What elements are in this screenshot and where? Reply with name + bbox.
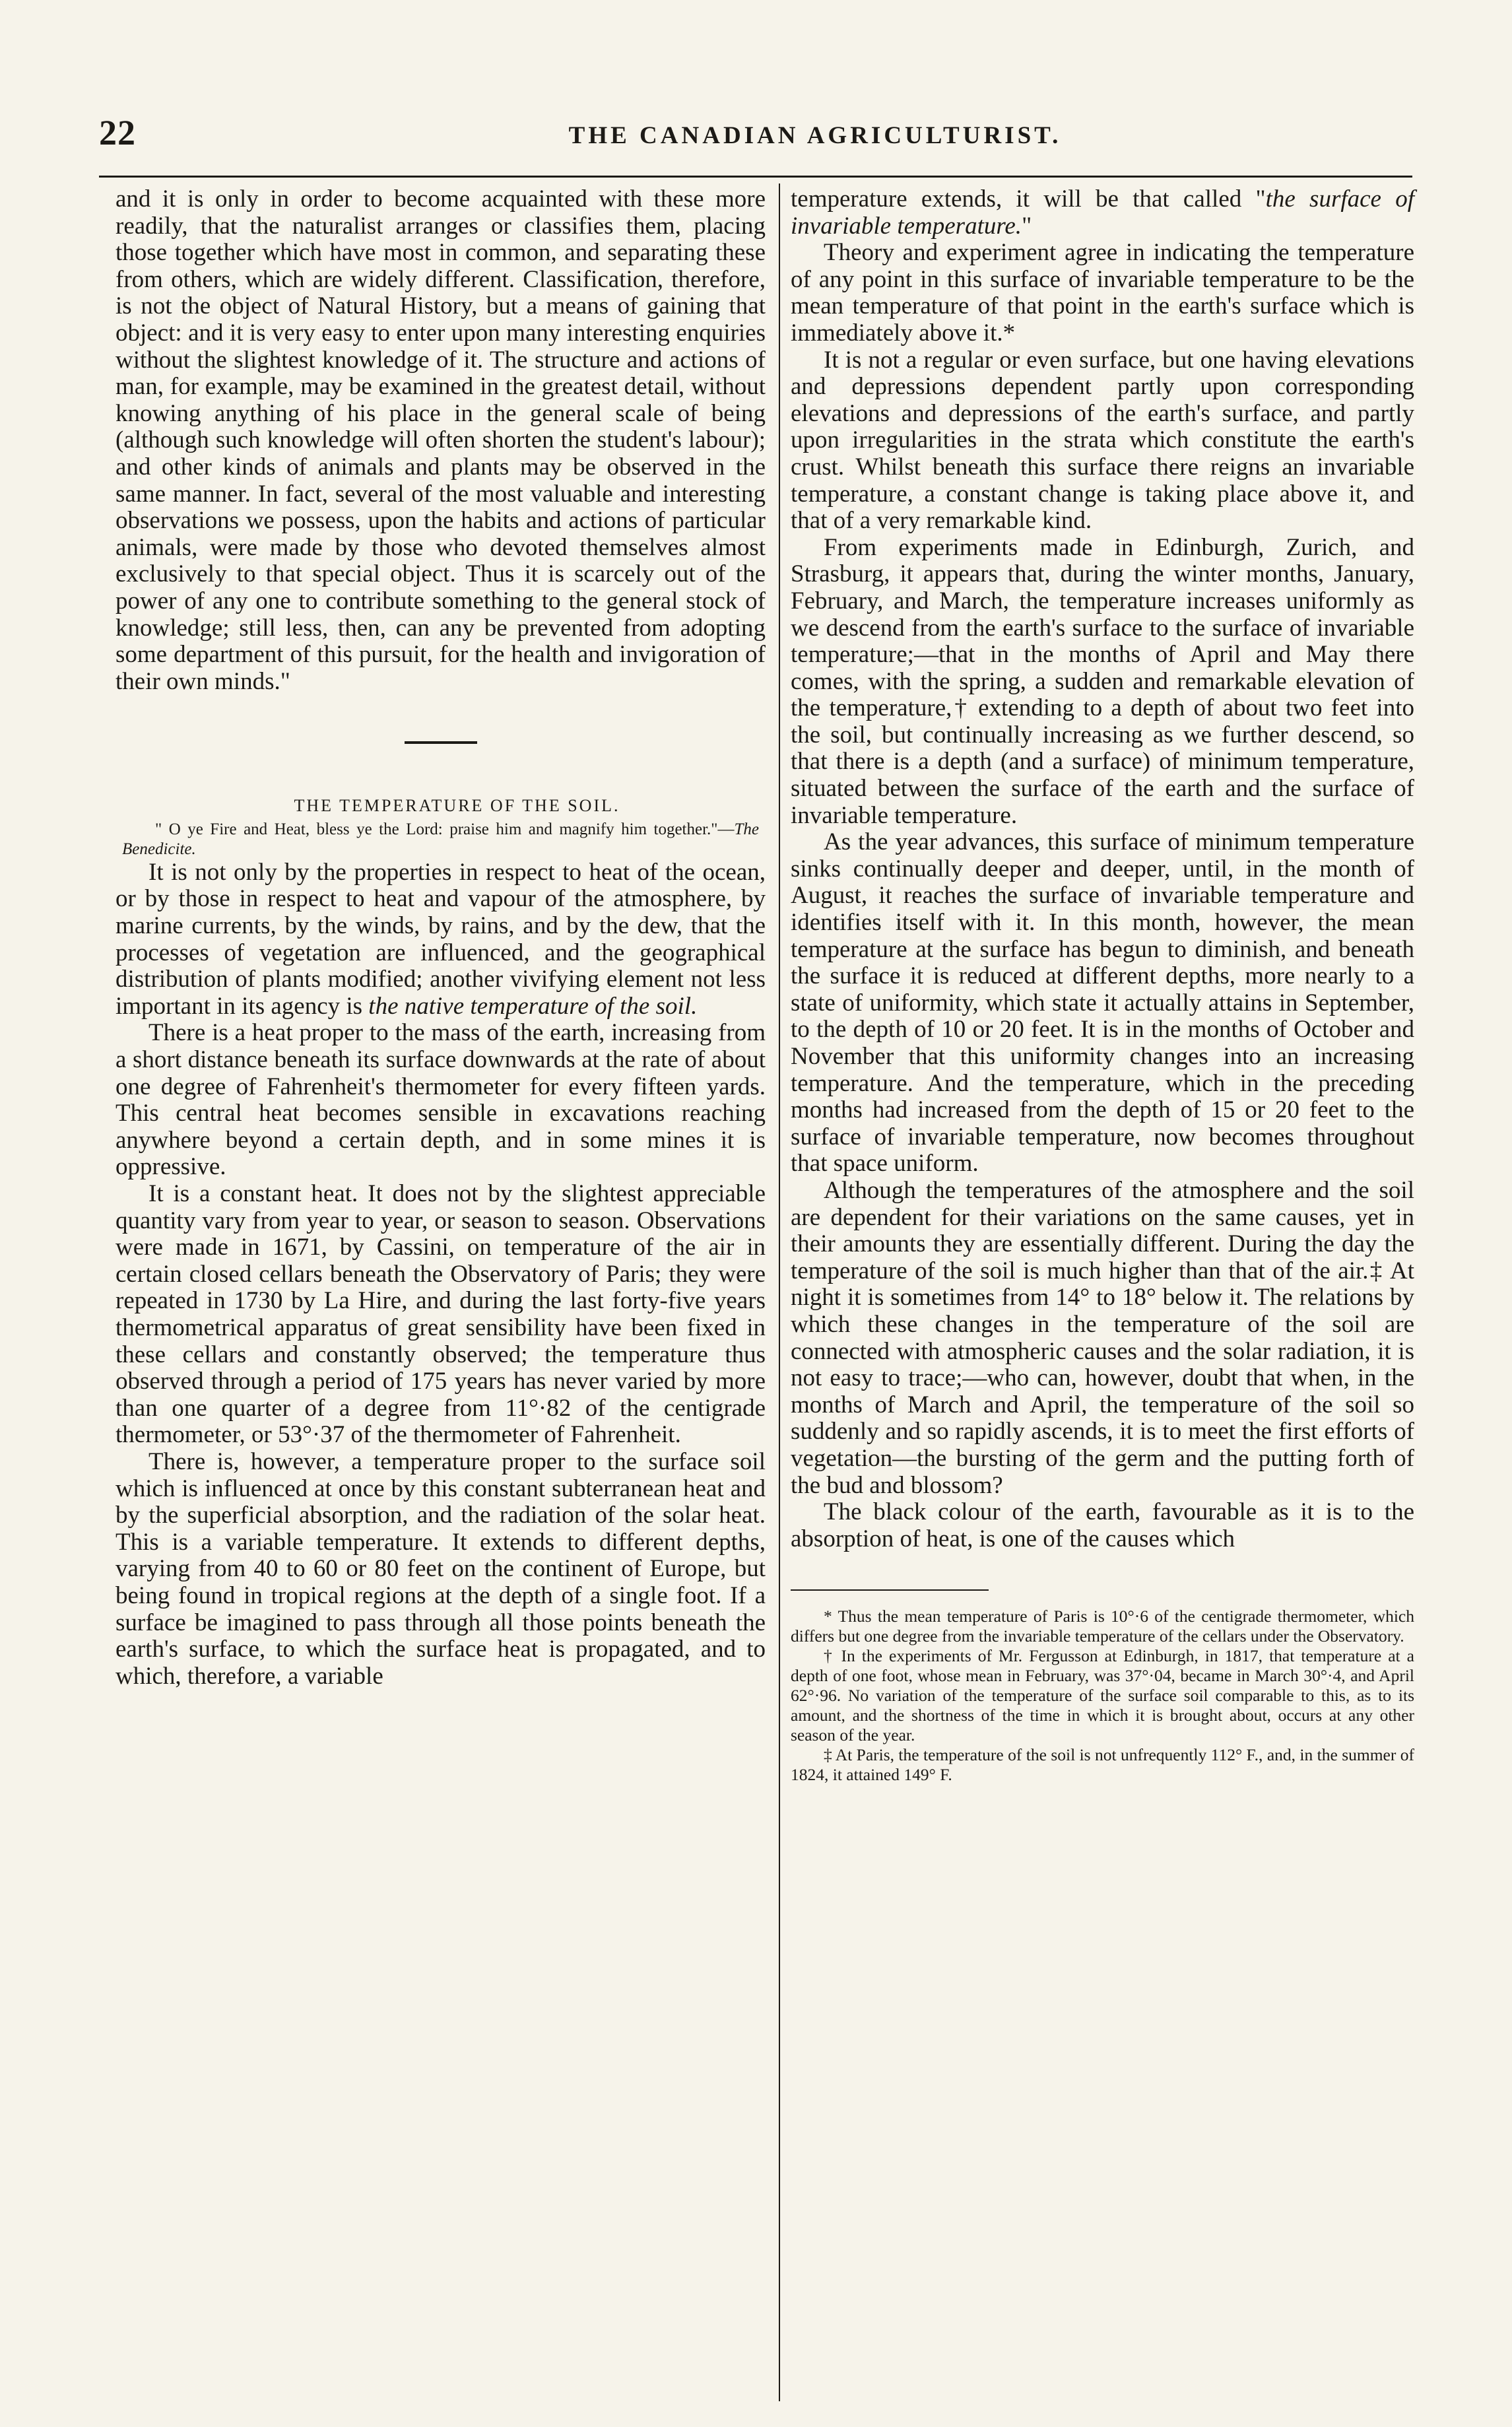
left-column [115, 186, 766, 1690]
left-paragraph-2-italic: the native temperature of the soil. [368, 992, 698, 1020]
right-paragraph-7: The black colour of the earth, favourable as it is to the absorption of heat, is one of the causes which [791, 1498, 1414, 1552]
right-paragraph-5: As the year advances, this surface of minimum temperature sinks continually deeper and deeper, until, in the month of August, it reaches the surface of invariable temperature and identifies itself with it. In this month, however, the mean temperature at the surface has begun to diminish, and beneath the surface it is reduced at different depths, more nearly to a state of uniformity, which state it actually attains in September, to the depth of 10 or 20 feet. It is in the months of October and November that this uniformity changes into an increasing temperature. And the temperature, which in the preceding months had increased from the depth of 15 or 20 feet to the surface of invariable temperature, now becomes throughout that space uniform. [791, 828, 1414, 1178]
header-rule [99, 176, 1412, 178]
right-paragraph-1-italic: the surface of invariable temperature. [791, 185, 1414, 240]
epigraph [115, 820, 766, 859]
column-divider [779, 183, 780, 2401]
footnote-1: * Thus the mean temperature of Paris is 10°·6 of the centigrade thermometer, which differs but one degree from the invariable temperature of the cellars under the Observatory. [791, 1607, 1414, 1646]
footnote-3: ‡ At Paris, the temperature of the soil is not unfrequently 112° F., and, in the summer of 1824, it attained 149° F. [791, 1745, 1414, 1785]
right-paragraph-6: Although the temperatures of the atmosphere and the soil are dependent for their variations on the same causes, yet in their amounts they are essentially different. During the day the temperature of the soil is much higher than that of the air.‡ At night it is sometimes from 14° to 18° below it. The relations by which these changes in the temperature of the soil are connected with atmospheric causes and the solar radiation, it is not easy to trace;—who can, however, doubt that when, in the months of March and April, the temperature of the soil so suddenly and so rapidly ascends, it is to meet the first efforts of vegetation—the bursting of the germ and the putting forth of the bud and blossom? [791, 1176, 1414, 1499]
footnote-2: † In the experiments of Mr. Fergusson at Edinburgh, in 1817, that temperature at a depth of one foot, whose mean in February, was 37°·04, became in March 30°·4, and April 62°·96. No variation of the temperature of the surface soil comparable to this, as to its amount, and the shortness of the time in which it is brought about, occurs at any other season of the year. [791, 1646, 1414, 1745]
right-paragraph-2: Theory and experiment agree in indicating the temperature of any point in this surface of invariable temperature to be the mean temperature of that point in the earth's surface which is immediately above it.* [791, 239, 1414, 347]
section-heading: THE TEMPERATURE OF THE SOIL. [294, 796, 620, 816]
page-number: 22 [99, 113, 136, 152]
left-paragraph-3: There is a heat proper to the mass of the earth, increasing from a short distance beneath its surface downwards at the rate of about one degree of Fahrenheit's thermometer for every fifteen yards. This central heat becomes sensible in excavations reaching anywhere beyond a certain depth, and in some mines it is oppressive. [115, 1019, 766, 1181]
right-paragraph-1 [791, 186, 1414, 240]
right-paragraph-3: It is not a regular or even surface, but one having elevations and depressions dependent partly upon corresponding elevations and depressions of the earth's surface, and partly upon irregularities in the strata which constitute the earth's crust. Whilst beneath this surface there reigns an invariable temperature, a constant change is taking place above it, and that of a very remarkable kind. [791, 346, 1414, 535]
section-separator-rule [405, 741, 477, 744]
right-column [791, 186, 1414, 1785]
page-header [99, 112, 1412, 158]
left-paragraph-2 [115, 859, 766, 1020]
left-paragraph-4: It is a constant heat. It does not by the slightest appreciable quantity vary from year to year, or season to season. Observations were made in 1671, by Cassini, on temperature of the air in certain closed cellars beneath the Observatory of Paris; they were repeated in 1730 by La Hire, and during the last forty-five years thermometrical apparatus of great sensibility have been fixed in these cellars and constantly observed; the temperature thus observed through a period of 175 years has never varied by more than one quarter of a degree from 11°·82 of the centigrade thermometer, or 53°·37 of the thermometer of Fahrenheit. [115, 1180, 766, 1449]
left-paragraph-2-text: It is not only by the properties in respect to heat of the ocean, or by those in respect to heat and vapour of the atmosphere, by marine currents, by the winds, by rains, and by the dew, that the processes of vegetation are influenced, and the geographical distribution of plants modified; another vivifying element not less important in its agency is [115, 858, 766, 1020]
right-paragraph-4: From experiments made in Edinburgh, Zurich, and Strasburg, it appears that, during the winter months, January, February, and March, the temperature increases uniformly as we descend from the earth's surface to the surface of invariable temperature;—that in the months of April and May there comes, with the spring, a sudden and remarkable elevation of the temperature,† extending to a depth of about two feet into the soil, but continually increasing as we further descend, so that there is a depth (and a surface) of minimum temperature, situated between the surface of the earth and the surface of invariable temperature. [791, 533, 1414, 829]
right-paragraph-1-text: temperature extends, it will be that called " [791, 185, 1266, 213]
right-paragraph-1-end: " [1022, 212, 1032, 240]
footnote-rule [791, 1589, 989, 1591]
running-title: THE CANADIAN AGRICULTURIST. [568, 122, 1062, 149]
epigraph-text: " O ye Fire and Heat, bless ye the Lord: praise him and magnify him together."— [155, 820, 735, 838]
epigraph-source: The Benedicite. [122, 820, 759, 858]
left-paragraph-1: and it is only in order to become acquainted with these more readily, that the naturalist arranges or classifies them, placing those together which have most in common, and separating these from others, which are widely different. Classification, therefore, is not the object of Natural History, but a means of gaining that object: and it is very easy to enter upon many interesting enquiries without the slightest knowledge of it. The structure and actions of man, for example, may be examined in the greatest detail, without knowing anything of his place in the general scale of being (although such knowledge will often shorten the student's labour); and other kinds of animals and plants may be observed in the same manner. In fact, several of the most valuable and interesting observations we possess, upon the habits and actions of particular animals, were made by those who devoted themselves almost exclusively to that special object. Thus it is scarcely out of the power of any one to contribute something to the general stock of knowledge; still less, then, can any be prevented from adopting some department of this pursuit, for the health and invigoration of their own minds." [115, 185, 766, 695]
left-paragraph-5: There is, however, a temperature proper to the surface soil which is influenced at once by this constant subterranean heat and by the superficial absorption, and the radiation of the solar heat. This is a variable temperature. It extends to different depths, varying from 40 to 60 or 80 feet on the continent of Europe, but being found in tropical regions at the depth of a single foot. If a surface be imagined to pass through all those points beneath the earth's surface, to which the surface heat is propagated, and to which, therefore, a variable [115, 1447, 766, 1690]
